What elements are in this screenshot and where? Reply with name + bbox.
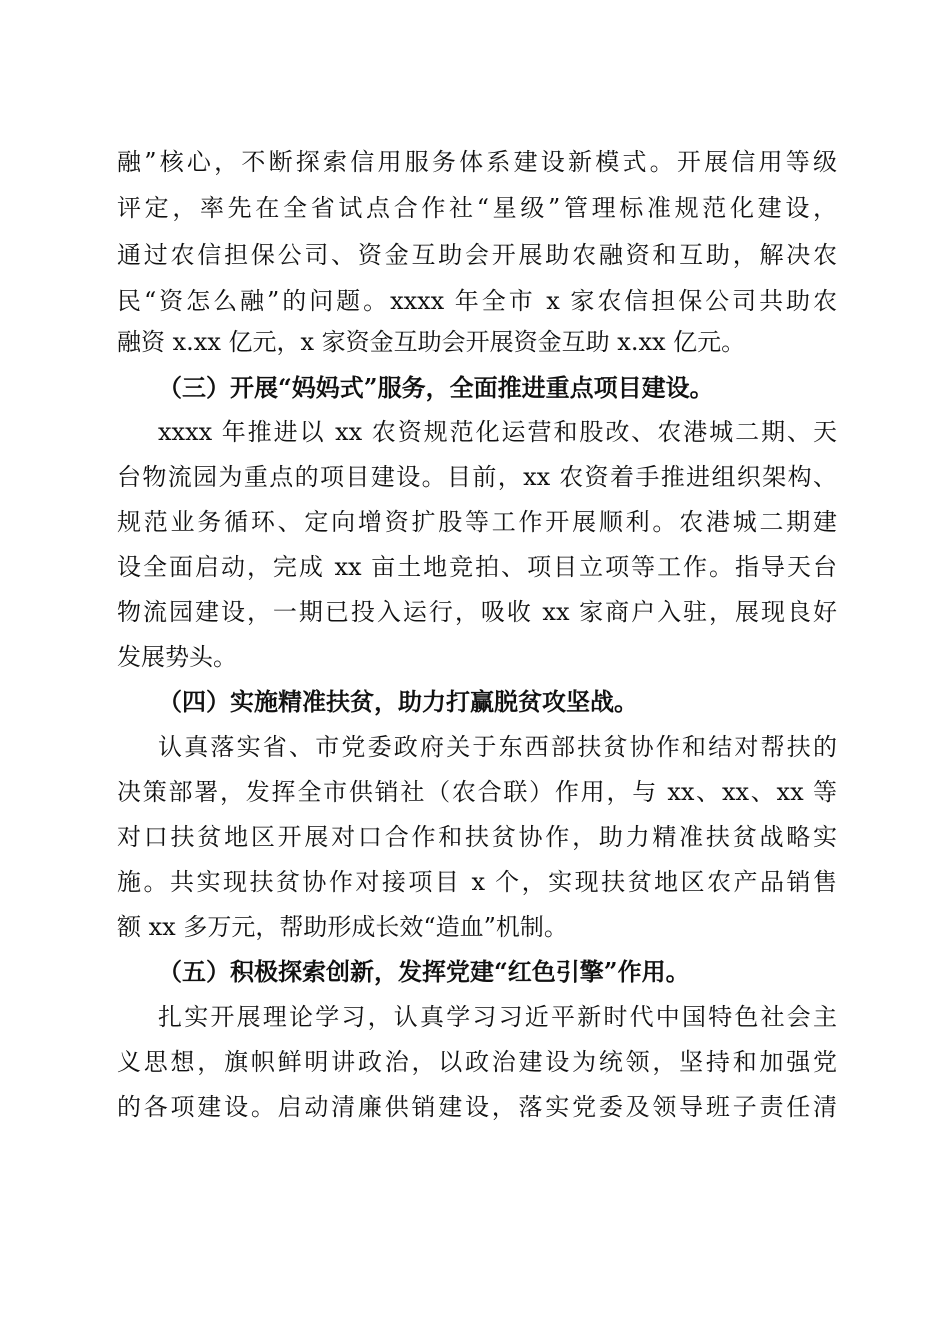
paragraph-line: 发展势头。 xyxy=(117,643,237,671)
paragraph-line: 物流园建设，一期已投入运行，吸收 xx 家商户入驻，展现良好 xyxy=(117,598,837,626)
paragraph-line: 决策部署，发挥全市供销社（农合联）作用，与 xx、xx、xx 等 xyxy=(117,778,837,806)
paragraph-line: 扎实开展理论学习，认真学习习近平新时代中国特色社会主 xyxy=(158,1003,837,1031)
paragraph-line: 施。共实现扶贫协作对接项目 x 个，实现扶贫地区农产品销售 xyxy=(117,868,837,896)
paragraph-line: 设全面启动，完成 xx 亩土地竞拍、项目立项等工作。指导天台 xyxy=(117,553,837,581)
section-heading-5: （五）积极探索创新，发挥党建“红色引擎”作用。 xyxy=(158,957,690,986)
section-heading-4: （四）实施精准扶贫，助力打赢脱贫攻坚战。 xyxy=(158,687,638,716)
paragraph-line: 认真落实省、市党委政府关于东西部扶贫协作和结对帮扶的 xyxy=(158,733,837,761)
paragraph-line: 民“资怎么融”的问题。xxxx 年全市 x 家农信担保公司共助农 xyxy=(117,287,837,315)
paragraph-line: 额 xx 多万元，帮助形成长效“造血”机制。 xyxy=(117,913,568,941)
paragraph-line: 义思想，旗帜鲜明讲政治，以政治建设为统领，坚持和加强党 xyxy=(117,1048,837,1076)
paragraph-line: 对口扶贫地区开展对口合作和扶贫协作，助力精准扶贫战略实 xyxy=(117,823,837,851)
section-heading-3: （三）开展“妈妈式”服务，全面推进重点项目建设。 xyxy=(158,373,714,402)
paragraph-line: 融”核心，不断探索信用服务体系建设新模式。开展信用等级 xyxy=(117,148,837,176)
paragraph-line: 规范业务循环、定向增资扩股等工作开展顺利。农港城二期建 xyxy=(117,508,837,536)
paragraph-line: 融资 x.xx 亿元，x 家资金互助会开展资金互助 x.xx 亿元。 xyxy=(117,328,746,356)
paragraph-line: 通过农信担保公司、资金互助会开展助农融资和互助，解决农 xyxy=(117,241,837,269)
paragraph-line: 的各项建设。启动清廉供销建设，落实党委及领导班子责任清 xyxy=(117,1093,837,1121)
paragraph-line: xxxx 年推进以 xx 农资规范化运营和股改、农港城二期、天 xyxy=(158,418,837,446)
paragraph-line: 台物流园为重点的项目建设。目前，xx 农资着手推进组织架构、 xyxy=(117,463,837,491)
paragraph-line: 评定，率先在全省试点合作社“星级”管理标准规范化建设， xyxy=(117,194,837,222)
